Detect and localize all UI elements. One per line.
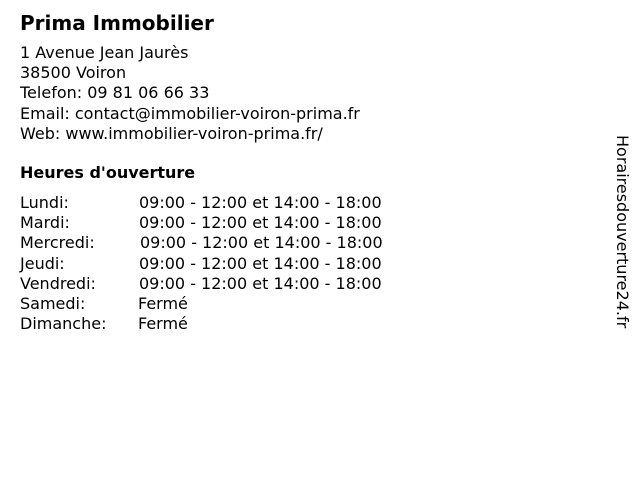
day-label: Lundi: [20, 193, 69, 212]
hours-heading: Heures d'ouverture [20, 163, 196, 182]
time-value: 09:00 - 12:00 et 14:00 - 18:00 [139, 193, 382, 212]
day-label: Mercredi: [20, 233, 95, 253]
time-value: 09:00 - 12:00 et 14:00 - 18:00 [139, 253, 382, 273]
website-url: Web: www.immobilier-voiron-prima.fr/ [20, 123, 323, 143]
email-address: Email: contact@immobilier-voiron-prima.fr [20, 103, 360, 123]
day-label: Samedi: [20, 293, 86, 313]
day-label: Mardi: [20, 213, 70, 233]
time-value: 09:00 - 12:00 et 14:00 - 18:00 [140, 233, 383, 253]
day-label: Vendredi: [20, 273, 96, 293]
phone-number: Telefon: 09 81 06 66 33 [20, 83, 210, 103]
day-label: Jeudi: [20, 253, 65, 273]
address-street: 1 Avenue Jean Jaurès [20, 43, 189, 62]
time-value: Fermé [138, 314, 188, 334]
contact-block [20, 43, 360, 144]
business-name: Prima Immobilier [20, 11, 214, 35]
time-value: 09:00 - 12:00 et 14:00 - 18:00 [139, 213, 382, 233]
site-watermark: Horairesdouverture24.fr [613, 135, 632, 329]
time-value: Fermé [138, 293, 188, 313]
day-label: Dimanche: [20, 314, 107, 334]
address-city: 38500 Voiron [20, 63, 127, 83]
time-value: 09:00 - 12:00 et 14:00 - 18:00 [139, 273, 382, 293]
